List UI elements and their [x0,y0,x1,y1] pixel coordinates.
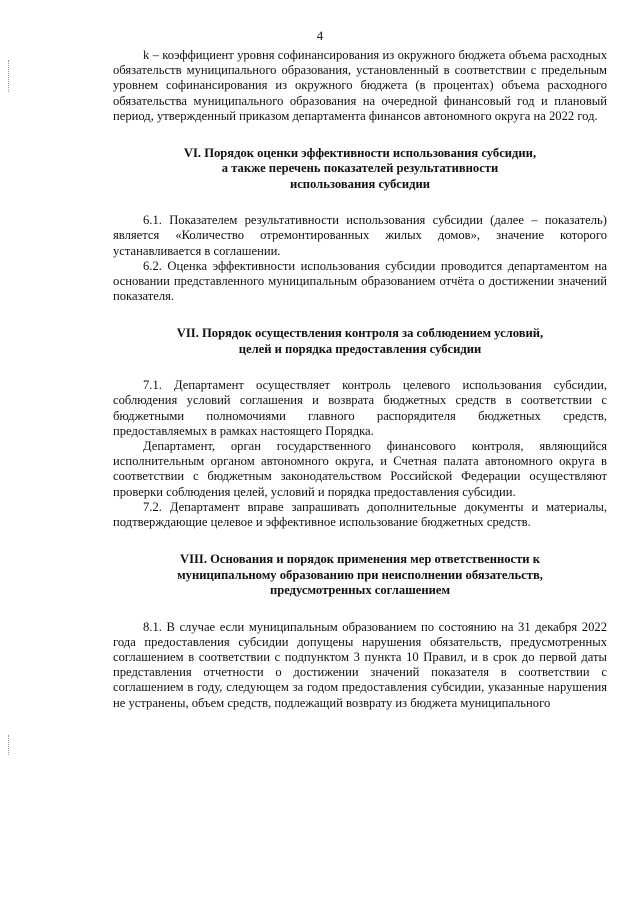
section-heading-6 [113,146,607,192]
heading-line: VI. Порядок оценки эффективности использования субсидии, [183,146,537,161]
paragraph-6-1: 6.1. Показателем результативности использования субсидии (далее – показатель) является «Количество отремонтированных жилых домов», значение которого устанавливается в соглашении. [113,213,607,258]
heading-line: целей и порядка предоставления субсидии [238,341,482,356]
document-body [113,48,607,711]
section-heading-7 [113,326,607,357]
paragraph-7-1-control-bodies: Департамент, орган государственного финансового контроля, являющийся исполнительным органом автономного округа, и Счетная палата автономного округа в соответствии с бюджетным законодательством Российской Федерации осуществляют проверки соблюдения целей, условий и порядка предоставления субсидии. [113,439,607,499]
paragraph-7-1: 7.1. Департамент осуществляет контроль целевого использования субсидии, соблюдения условий соглашения и возврата бюджетных средств в соответствии с бюджетными полномочиями главного распорядителя бюджетных средств, предоставляемых в рамках настоящего Порядка. [113,378,607,438]
heading-line: предусмотренных соглашением [269,583,451,598]
heading-line: VIII. Основания и порядок применения мер ответственности к [180,552,540,567]
margin-binding-marks-bottom [8,735,10,755]
paragraph-8-1: 8.1. В случае если муниципальным образованием по состоянию на 31 декабря 2022 года предоставления субсидии допущены нарушения обязательств, предусмотренных соглашением в соответствии с подпунктом 3 пункта 10 Правил, и в срок до первой даты представления отчетности о достижении значений показателя в соответствии с соглашением в году, следующем за годом предоставления субсидии, указанные нарушения не устранены, объем средств, подлежащий возврату из бюджета муниципального [113,619,607,710]
paragraph-coefficient-definition: k – коэффициент уровня софинансирования из окружного бюджета объема расходных обязательств муниципального образования, установленный в соответствии с предельным уровнем софинансирования из окружного бюджета (в процентах) объема расходного обязательства муниципального образования на очередной финансовый год и плановый период, утвержденный приказом департамента финансов автономного округа на 2022 год. [113,48,607,123]
heading-line: использования субсидии [289,176,431,191]
margin-binding-marks-top [8,60,10,92]
paragraph-7-2: 7.2. Департамент вправе запрашивать дополнительные документы и материалы, подтверждающие целевое и эффективное использование бюджетных средств. [113,499,607,530]
section-heading-8 [113,552,607,598]
paragraph-6-2: 6.2. Оценка эффективности использования субсидии проводится департаментом на основании представленного муниципальным образованием отчёта о достижении значений показателя. [113,258,607,304]
heading-line: VII. Порядок осуществления контроля за соблюдением условий, [176,326,544,341]
heading-line: а также перечень показателей результативности [221,161,499,176]
heading-line: муниципальному образованию при неисполнении обязательств, [177,567,543,582]
page-number: 4 [316,28,324,43]
